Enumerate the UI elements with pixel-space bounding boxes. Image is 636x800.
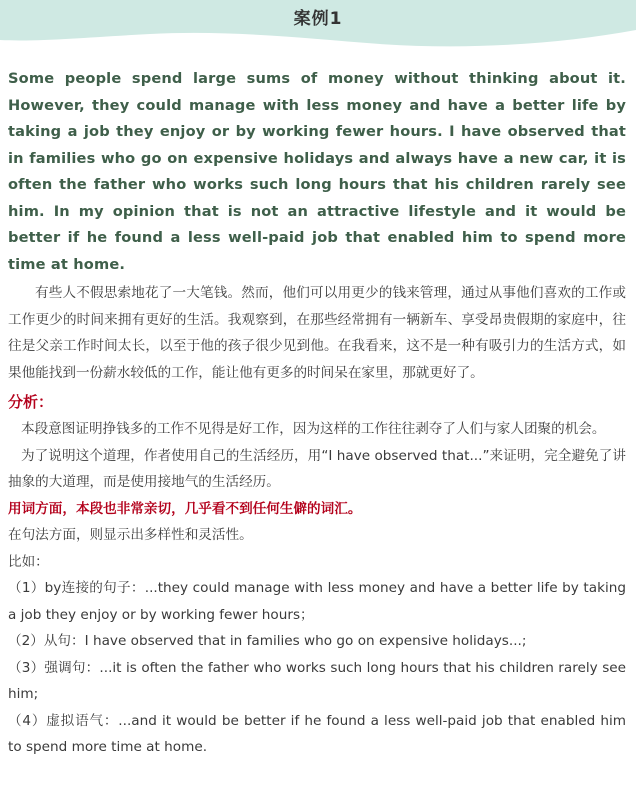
analysis-paragraph-2: 为了说明这个道理，作者使用自己的生活经历，用“I have observed that...”来证明，完全避免了讲抽象的大道理，而是使用接地气的生活经历。 xyxy=(8,447,626,490)
wording-note: 用词方面，本段也非常亲切，几乎看不到任何生僻的词汇。 xyxy=(8,500,362,517)
examples-intro: 比如： xyxy=(8,553,49,570)
example-item: （4）虚拟语气：...and it would be better if he found a less well-paid job that enabled him to spend more time at home. xyxy=(8,712,626,755)
analysis-paragraph-1: 本段意图证明挣钱多的工作不见得是好工作，因为这样的工作往往剥夺了人们与家人团聚的机会。 xyxy=(21,421,606,437)
example-item: （1）by连接的句子：...they could manage with less money and have a better life by taking a job they enjoy or by working fewer hours； xyxy=(8,580,626,623)
analysis-heading: 分析： xyxy=(8,393,54,411)
article-content xyxy=(8,66,626,761)
page-title: 案例1 xyxy=(293,9,343,29)
chinese-translation: 有些人不假思索地花了一大笔钱。然而，他们可以用更少的钱来管理，通过从事他们喜欢的工作或工作更少的时间来拥有更好的生活。我观察到，在那些经常拥有一辆新车、享受昂贵假期的家庭中，往往是父亲工作时间太长，以至于他的孩子很少见到他。在我看来，这不是一种有吸引力的生活方式，如果他能找到一份薪水较低的工作，能让他有更多的时间呆在家里，那就更好了。 xyxy=(8,285,626,381)
example-item: （2）从句：I have observed that in families who go on expensive holidays...; xyxy=(8,633,527,649)
syntax-note: 在句法方面，则显示出多样性和灵活性。 xyxy=(8,527,253,543)
example-item: （3）强调句：...it is often the father who works such long hours that his children rarely see him; xyxy=(8,659,626,702)
header-banner xyxy=(0,0,636,52)
english-paragraph: Some people spend large sums of money without thinking about it. However, they could manage with less money and have a better life by taking a job they enjoy or by working fewer hours. I have observed that in families who go on expensive holidays and always have a new car, it is often the father who works such long hours that his children rarely see him. In my opinion that is not an attractive lifestyle and it would be better if he found a less well-paid job that enabled him to spend more time at home. xyxy=(8,70,626,273)
